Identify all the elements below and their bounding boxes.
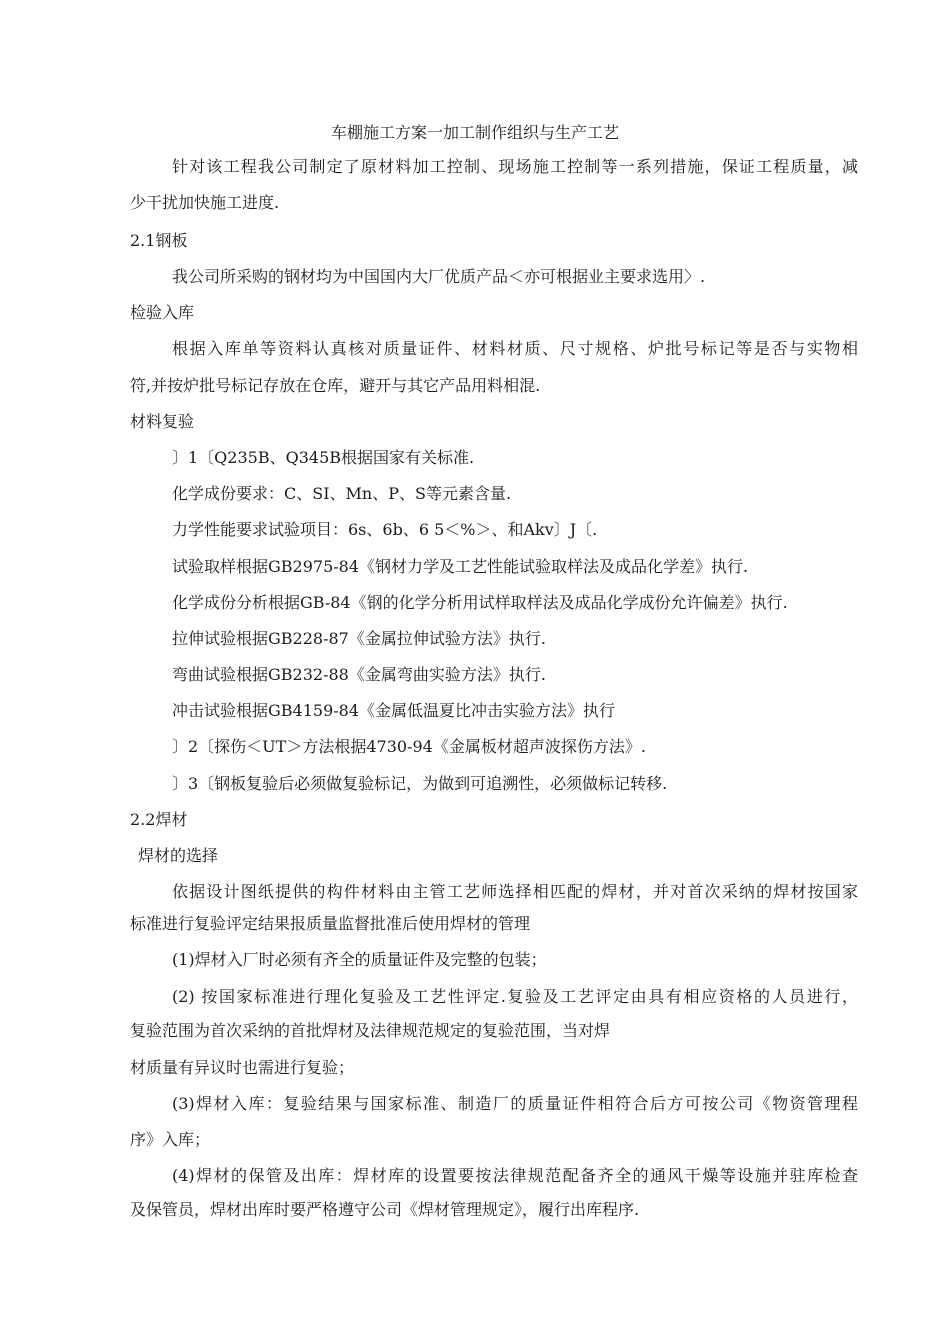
paragraph-line: 标准进行复验评定结果报质量监督批准后使用焊材的管理 xyxy=(130,914,531,933)
list-item: 试验取样根据GB2975-84《钢材力学及工艺性能试验取样法及成品化学差》执行. xyxy=(172,557,749,576)
list-item: 〕1〔Q235B、Q345B根据国家有关标准. xyxy=(172,448,475,467)
document-title: 车棚施工方案一加工制作组织与生产工艺 xyxy=(330,123,619,142)
list-item: 拉伸试验根据GB228-87《金属拉伸试验方法》执行. xyxy=(172,629,546,648)
subsection-heading: 检验入库 xyxy=(130,303,195,322)
list-item: 化学成份要求：C、SI、Mn、P、S等元素含量. xyxy=(172,484,512,503)
paragraph-line: 序》入库； xyxy=(130,1130,211,1149)
list-item: 力学性能要求试验项目：6s、6b、6 5＜%＞、和Akv〕J〔. xyxy=(172,520,598,539)
list-item: 〕3〔钢板复验后必须做复验标记，为做到可追溯性，必须做标记转移. xyxy=(172,774,668,793)
subsection-heading: 焊材的选择 xyxy=(138,846,219,865)
list-item: 化学成份分析根据GB-84《钢的化学分析用试样取样法及成品化学成份允许偏差》执行. xyxy=(172,593,788,612)
subsection-heading: 材料复验 xyxy=(130,412,195,431)
list-item: (2) 按国家标准进行理化复验及工艺性评定.复验及工艺评定由具有相应资格的人员进行， xyxy=(172,987,858,1006)
paragraph-line: 根据入库单等资料认真核对质量证件、材料材质、尺寸规格、炉批号标记等是否与实物相 xyxy=(172,339,858,358)
paragraph-line: 我公司所采购的钢材均为中国国内大厂优质产品＜亦可根据业主要求选用〉. xyxy=(172,267,706,286)
list-item: (3)焊材入库：复验结果与国家标准、制造厂的质量证件相符合后方可按公司《物资管理程 xyxy=(172,1094,858,1113)
list-item: 弯曲试验根据GB232-88《金属弯曲实验方法》执行. xyxy=(172,665,546,684)
paragraph-line: 符,并按炉批号标记存放在仓库，避开与其它产品用料相混. xyxy=(130,376,541,395)
section-heading: 2.1钢板 xyxy=(130,231,188,250)
paragraph-line: 材质量有异议时也需进行复验； xyxy=(130,1058,355,1077)
paragraph-line: 少干扰加快施工进度. xyxy=(130,193,280,212)
list-item: (1)焊材入厂时必须有齐全的质量证件及完整的包装； xyxy=(172,950,547,969)
section-heading: 2.2焊材 xyxy=(130,810,188,829)
list-item: 〕2〔探伤＜UT＞方法根据4730-94《金属板材超声波探伤方法》. xyxy=(172,737,646,756)
paragraph-line: 复验范围为首次采纳的首批焊材及法律规范规定的复验范围，当对焊 xyxy=(130,1021,611,1040)
paragraph-line: 及保管员，焊材出库时要严格遵守公司《焊材管理规定》，履行出库程序. xyxy=(130,1200,640,1219)
list-item: 冲击试验根据GB4159-84《金属低温夏比冲击实验方法》执行 xyxy=(172,701,616,720)
list-item: (4)焊材的保管及出库：焊材库的设置要按法律规范配备齐全的通风干燥等设施并驻库检查 xyxy=(172,1166,858,1185)
paragraph-line: 针对该工程我公司制定了原材料加工控制、现场施工控制等一系列措施，保证工程质量，减 xyxy=(172,157,858,176)
paragraph-line: 依据设计图纸提供的构件材料由主管工艺师选择相匹配的焊材，并对首次采纳的焊材按国家 xyxy=(172,882,858,901)
